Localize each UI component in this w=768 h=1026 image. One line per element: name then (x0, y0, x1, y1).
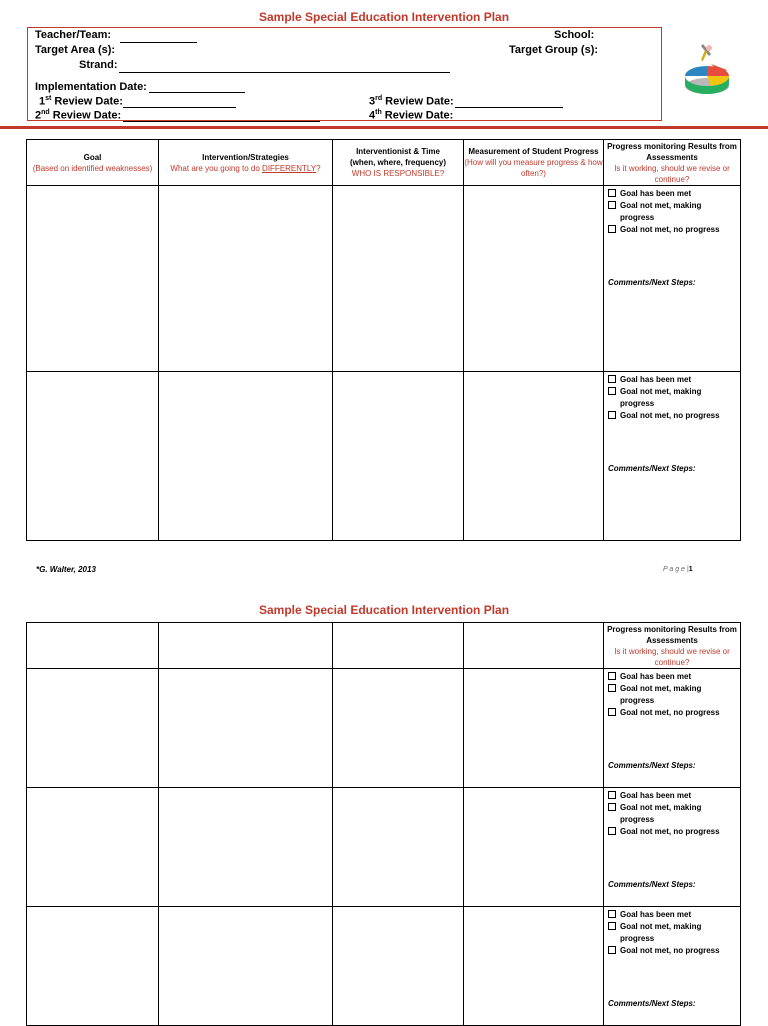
progress-cell: Goal has been met Goal not met, making progress Goal not met, no progress Comments/Next Steps: (604, 372, 741, 541)
review1-label: 1st Review Date: (39, 95, 123, 108)
strategies-header: Intervention/Strategies What are you going to do DIFFERENTLY? (159, 140, 333, 186)
checkbox-icon (608, 922, 616, 930)
checkbox-icon (608, 803, 616, 811)
checkbox-icon (608, 411, 616, 419)
table-row (27, 907, 741, 1026)
table-row (27, 788, 741, 907)
goal-header-blank (27, 623, 159, 669)
review3-field[interactable] (455, 107, 563, 108)
review4-label: 4th Review Date: (369, 109, 454, 122)
goal-cell[interactable] (27, 186, 159, 372)
checkbox-icon (608, 946, 616, 954)
checkbox-icon (608, 708, 616, 716)
checkbox-icon (608, 910, 616, 918)
intervention-table-page-1 (26, 139, 741, 541)
goal-not-met-making-option[interactable]: Goal not met, making (608, 386, 740, 398)
checkbox-icon (608, 375, 616, 383)
interventionist-cell[interactable] (333, 788, 464, 907)
measurement-cell[interactable] (464, 186, 604, 372)
strategies-header-blank (159, 623, 333, 669)
strategies-cell[interactable] (159, 788, 333, 907)
school-label: School: (554, 29, 595, 41)
goal-not-met-making-option[interactable]: Goal not met, making (608, 200, 740, 212)
measurement-cell[interactable] (464, 372, 604, 541)
goal-not-met-no-option[interactable]: Goal not met, no progress (608, 826, 740, 838)
intervention-table-page-2 (26, 622, 741, 1026)
implementation-date-label: Implementation Date: (35, 81, 147, 93)
strategies-cell[interactable] (159, 372, 333, 541)
table-row (27, 669, 741, 788)
comments-label: Comments/Next Steps: (608, 880, 696, 889)
goal-not-met-making-option[interactable]: Goal not met, making (608, 802, 740, 814)
progress-cell: Goal has been met Goal not met, making progress Goal not met, no progress Comments/Next Steps: (604, 788, 741, 907)
comments-label: Comments/Next Steps: (608, 278, 696, 287)
strand-label: Strand: (79, 59, 118, 71)
measurement-cell[interactable] (464, 669, 604, 788)
progress-header: Progress monitoring Results from Assessments Is it working, should we revise or continue? (604, 140, 741, 186)
strategies-cell[interactable] (159, 186, 333, 372)
interventionist-cell[interactable] (333, 372, 464, 541)
goal-cell[interactable] (27, 669, 159, 788)
checkbox-icon (608, 225, 616, 233)
goal-cell[interactable] (27, 372, 159, 541)
goal-cell[interactable] (27, 907, 159, 1026)
target-group-label: Target Group (s): (509, 44, 599, 56)
interventionist-header: Interventionist & Time (when, where, frequency) WHO IS RESPONSIBLE? (333, 140, 464, 186)
progress-cell: Goal has been met Goal not met, making progress Goal not met, no progress Comments/Next Steps: (604, 907, 741, 1026)
checkbox-icon (608, 201, 616, 209)
goal-not-met-making-option[interactable]: Goal not met, making (608, 683, 740, 695)
interventionist-cell[interactable] (333, 907, 464, 1026)
strategies-cell[interactable] (159, 669, 333, 788)
goal-header: Goal (Based on identified weaknesses) (27, 140, 159, 186)
table-row (27, 186, 741, 372)
interventionist-cell[interactable] (333, 669, 464, 788)
goal-cell[interactable] (27, 788, 159, 907)
implementation-date-field[interactable] (149, 92, 245, 93)
header-divider (0, 126, 768, 129)
teacher-team-field[interactable] (120, 42, 197, 43)
review2-field[interactable] (123, 121, 320, 122)
comments-label: Comments/Next Steps: (608, 999, 696, 1008)
measurement-header-blank (464, 623, 604, 669)
page-number: P a g e |1 (663, 566, 693, 573)
table-row (27, 372, 741, 541)
goal-not-met-no-option[interactable]: Goal not met, no progress (608, 224, 740, 236)
goal-not-met-no-option[interactable]: Goal not met, no progress (608, 707, 740, 719)
goal-met-option[interactable]: Goal has been met (608, 790, 740, 802)
checkbox-icon (608, 189, 616, 197)
goal-not-met-no-option[interactable]: Goal not met, no progress (608, 410, 740, 422)
header-info-box (27, 27, 662, 121)
interventionist-cell[interactable] (333, 186, 464, 372)
page-title-2: Sample Special Education Intervention Plan (258, 603, 510, 617)
pie-chart-logo-icon (681, 40, 733, 100)
strand-field[interactable] (119, 72, 450, 73)
review3-label: 3rd Review Date: (369, 95, 454, 108)
interventionist-header-blank (333, 623, 464, 669)
strategies-cell[interactable] (159, 907, 333, 1026)
progress-cell: Goal has been met Goal not met, making progress Goal not met, no progress Comments/Next Steps: (604, 186, 741, 372)
review1-field[interactable] (123, 107, 236, 108)
target-area-label: Target Area (s): (35, 44, 116, 56)
goal-met-option[interactable]: Goal has been met (608, 188, 740, 200)
goal-met-option[interactable]: Goal has been met (608, 671, 740, 683)
checkbox-icon (608, 827, 616, 835)
goal-met-option[interactable]: Goal has been met (608, 374, 740, 386)
progress-cell: Goal has been met Goal not met, making progress Goal not met, no progress Comments/Next Steps: (604, 669, 741, 788)
checkbox-icon (608, 684, 616, 692)
measurement-header: Measurement of Student Progress (How will you measure progress & how often?) (464, 140, 604, 186)
review2-label: 2nd Review Date: (35, 109, 122, 122)
checkbox-icon (608, 387, 616, 395)
measurement-cell[interactable] (464, 788, 604, 907)
goal-not-met-no-option[interactable]: Goal not met, no progress (608, 945, 740, 957)
page-title: Sample Special Education Intervention Plan (258, 10, 510, 24)
progress-header: Progress monitoring Results from Assessments Is it working, should we revise or continue? (604, 623, 741, 669)
checkbox-icon (608, 791, 616, 799)
goal-not-met-making-option[interactable]: Goal not met, making (608, 921, 740, 933)
teacher-team-label: Teacher/Team: (35, 29, 112, 41)
comments-label: Comments/Next Steps: (608, 761, 696, 770)
comments-label: Comments/Next Steps: (608, 464, 696, 473)
author-credit: *G. Walter, 2013 (36, 565, 96, 574)
checkbox-icon (608, 672, 616, 680)
measurement-cell[interactable] (464, 907, 604, 1026)
goal-met-option[interactable]: Goal has been met (608, 909, 740, 921)
